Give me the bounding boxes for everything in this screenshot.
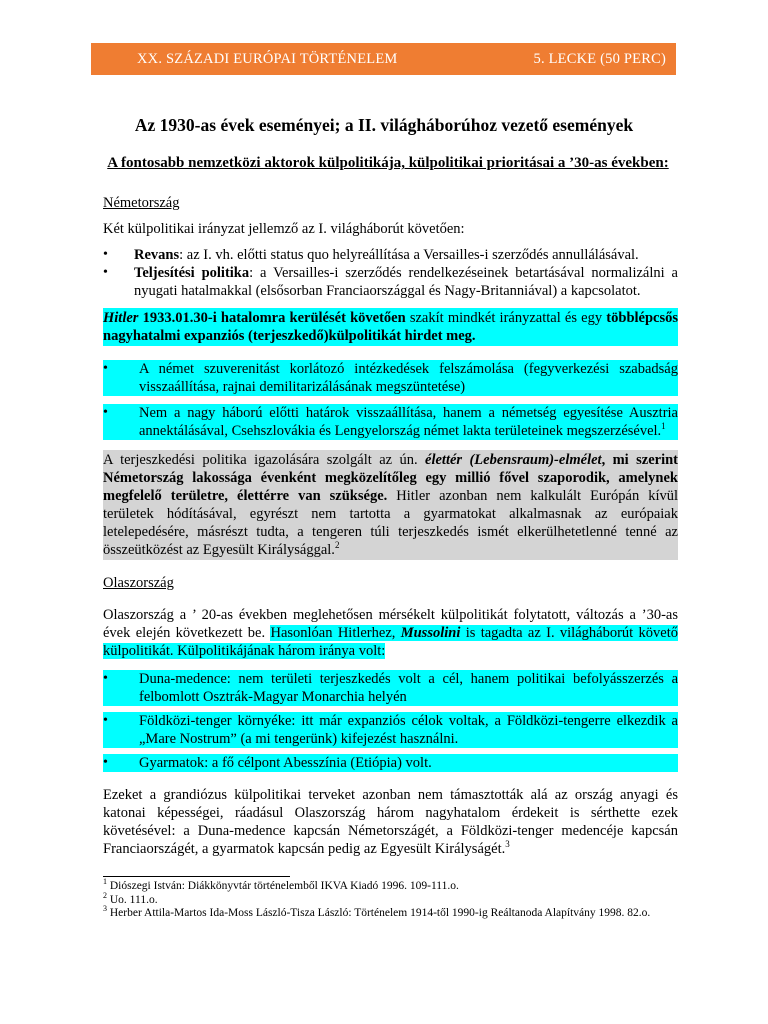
bullet-glyph: • <box>103 671 108 686</box>
footnote-text: Diószegi István: Diákkönyvtár történelemből IKVA Kiadó 1996. 109-111.o. <box>107 880 459 892</box>
mediterranean-text: Földközi-tenger környéke: itt már expanziós célok voltak, a Földközi-tengerre elkezdik a „Mare Nostrum” (a mi tengerünk) kifejezést használni. <box>139 713 678 747</box>
teljesitesi-text: : a Versailles-i szerződés rendelkezéseinek betartásával normalizálni a nyugati hatalmakkal (elsősorban Franciaországgal és Nagy-Britanniával) a kapcsolatot. <box>134 265 678 299</box>
lebensraum-term: élettér (Lebensraum)-elmélet <box>425 452 602 468</box>
bullet-glyph: • <box>103 265 108 280</box>
hitler-date: 1933.01.30-i hatalomra kerülését követően <box>138 310 406 326</box>
unification-text: Nem a nagy háború előtti határok visszaállítása, hanem a németség egyesítése Ausztria annektálásával, Csehszlovákia és Lengyelország német lakta területeinek megszerzésével. <box>139 405 678 439</box>
bullet-glyph: • <box>103 405 108 420</box>
revans-text: : az I. vh. előtti status quo helyreállítása a Versailles-i szerződés annullálásával. <box>179 247 639 263</box>
page-header-bar <box>91 43 676 75</box>
italy-p1-a: Olaszország a ’ 20-as években meglehetősen mérsékelt külpolitikát folytatott, változás a ’30-as évek elején következett be. <box>103 607 678 641</box>
lebensraum-paragraph <box>103 450 678 560</box>
bullet-unification <box>103 404 678 440</box>
italy-p1-c: is tagadta az I. világháborút követő külpolitikát. Külpolitikájának három iránya volt: <box>103 625 678 659</box>
danube-text: Duna-medence: nem területi terjeszkedés volt a cél, hanem politikai befolyásszerzés a felbomlott Osztrák-Magyar Monarchia helyén <box>139 671 678 705</box>
footnote-item <box>103 877 678 894</box>
footnote-ref-2: 2 <box>334 540 340 551</box>
footnotes <box>103 877 678 921</box>
footnote-number: 1 <box>103 877 107 887</box>
document-body <box>103 194 678 858</box>
italy-paragraph-2 <box>103 786 678 858</box>
bullet-danube <box>103 670 678 706</box>
hitler-policy: többlépcsős nagyhatalmi expanziós (terjeszkedő)külpolitikát hirdet meg. <box>103 310 679 344</box>
section-heading-italy: Olaszország <box>103 575 174 591</box>
header-course-title: XX. SZÁZADI EURÓPAI TÖRTÉNELEM <box>137 50 398 67</box>
term-revans: Revans <box>134 247 180 263</box>
bullet-glyph: • <box>103 713 108 728</box>
hitler-name: Hitler <box>103 310 139 326</box>
italy-paragraph-1 <box>103 606 678 660</box>
header-lesson-label: 5. LECKE (50 PERC) <box>533 50 666 67</box>
footnote-ref-3: 3 <box>505 839 510 850</box>
footnote-text: Herber Attila-Martos Ida-Moss László-Tisza László: Történelem 1914-től 1990-ig Reáltanoda Alapítvány 1998. 82.o. <box>107 907 651 919</box>
footnote-text: Uo. 111.o. <box>107 893 158 906</box>
sovereignty-text: A német szuverenitást korlátozó intézkedések felszámolása (fegyverkezési szabadság visszaállítása, rajnai demilitarizálásának megszüntetése) <box>139 361 678 395</box>
footnote-ref-1: 1 <box>661 421 666 432</box>
page-subtitle: A fontosabb nemzetközi aktorok külpolitikája, külpolitikai prioritásai a ’30-as években: <box>107 155 669 171</box>
mussolini-name: Mussolini <box>400 625 461 641</box>
italy-p1-b: Hasonlóan Hitlerhez, <box>270 625 401 641</box>
hitler-mid: szakít mindkét irányzattal és egy <box>405 310 607 326</box>
lebensraum-a: A terjeszkedési politika igazolására szolgált az ún. <box>103 452 426 468</box>
bullet-glyph: • <box>103 247 108 262</box>
italy-p2-text: Ezeket a grandiózus külpolitikai terveket azonban nem támasztották alá az ország anyagi és katonai képességei, ráadásul Olaszország három nagyhatalom érdekeit is sérthette ezek követésével: a Duna-medence kapcsán Németországét, a Földközi-tenger medencéje kapcsán Franciaországét, a gyarmatok kapcsán pedig az Egyesült Királyságét. <box>103 787 678 857</box>
colonies-text: Gyarmatok: a fő célpont Abesszínia (Etiópia) volt. <box>139 755 432 771</box>
term-teljesitesi: Teljesítési politika <box>134 265 250 281</box>
bullet-sovereignty <box>103 360 678 396</box>
bullet-revans <box>103 246 678 264</box>
footnote-item <box>103 904 678 921</box>
footnote-divider <box>103 876 290 877</box>
bullet-colonies <box>103 754 678 772</box>
bullet-glyph: • <box>103 755 108 770</box>
lebensraum-b: , mi szerint Németország lakossága évenként megközelítőleg egy millió fővel szaporodik, amelynek megfelelő területre, élettérre van szüksége. <box>103 452 678 504</box>
section-heading-germany: Németország <box>103 195 180 211</box>
bullet-glyph: • <box>103 361 108 376</box>
bullet-mediterranean <box>103 712 678 748</box>
hitler-paragraph <box>103 308 678 346</box>
page-title: Az 1930-as évek eseményei; a II. világháborúhoz vezető események <box>134 115 634 135</box>
bullet-teljesitesi <box>103 264 678 300</box>
germany-intro: Két külpolitikai irányzat jellemző az I. világháborút követően: <box>103 221 465 237</box>
footnote-number: 3 <box>103 904 107 914</box>
footnote-number: 2 <box>103 890 107 900</box>
lebensraum-c: Hitler azonban nem kalkulált Európán kívül területek hódításával, egyrészt nem tartotta a gyarmatokat alkalmasnak az európaiak letelepedésére, másrészt tudta, a tengeren túli terjeszkedés ismét elkerülhetetlenné tenné az összeütközést az Egyesült Királysággal. <box>103 488 679 558</box>
footnote-item <box>103 890 678 908</box>
